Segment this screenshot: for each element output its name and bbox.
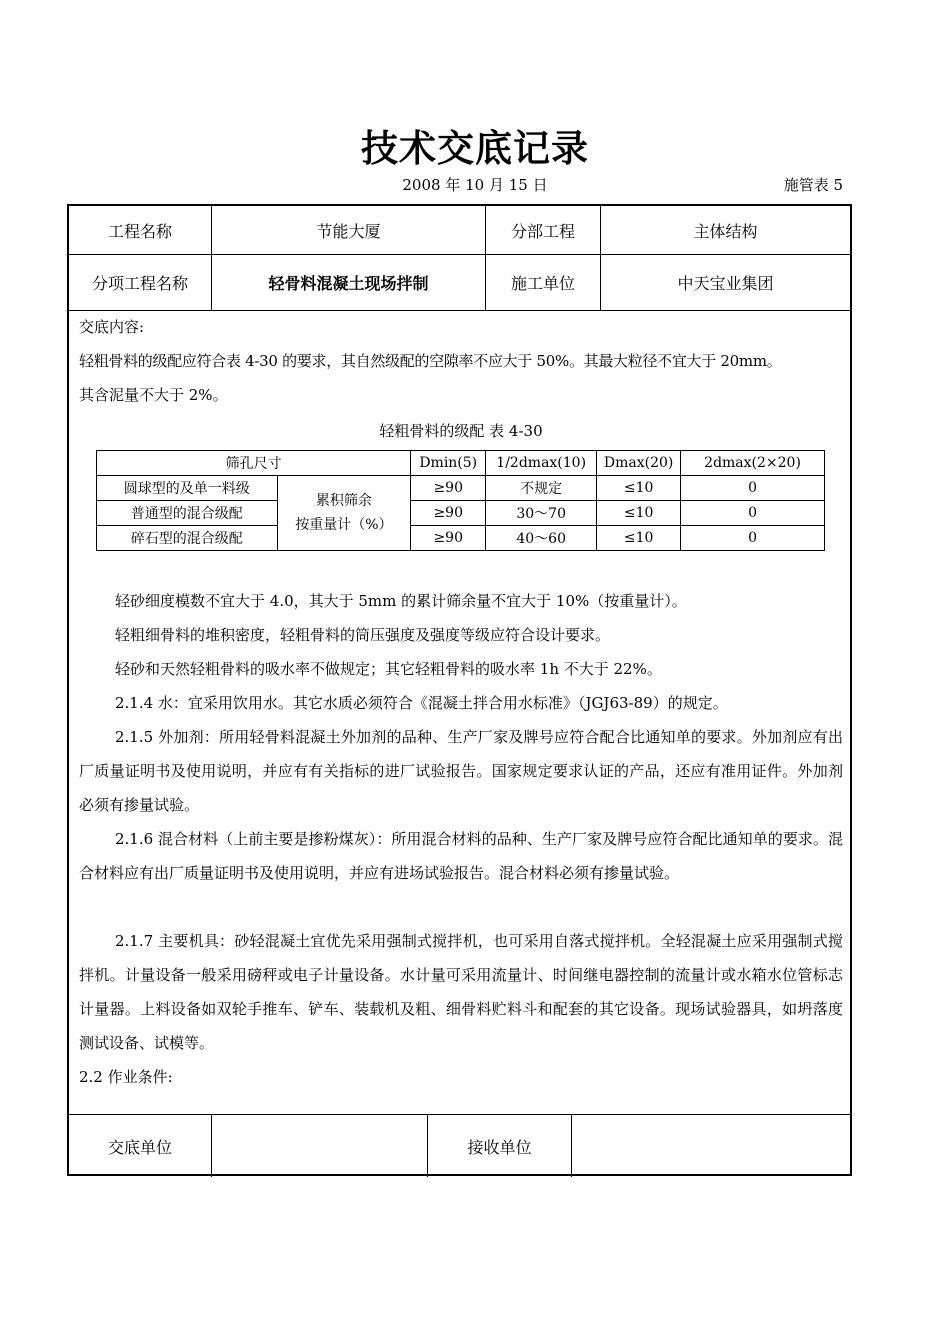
project-name-value: 节能大厦	[212, 206, 486, 254]
form-number: 施管表 5	[783, 176, 843, 194]
header-row-2	[69, 254, 850, 311]
grading-row	[97, 476, 825, 501]
content-paragraph-line1: 轻粗骨料的级配应符合表 4-30 的要求，其自然级配的空隙率不应大于 50%。其最大粒径不宜大于 20mm。	[79, 352, 782, 370]
equipment-paragraph: 2.1.7 主要机具：砂轻混凝土宜优先采用强制式搅拌机，也可采用自落式搅拌机。全轻混凝土应采用强制式搅拌机。计量设备一般采用磅秤或电子计量设备。水计量可采用流量计、时间继电器控制的流量计或水箱水位管标志计量器。上料设备如双轮手推车、铲车、装载机及粗、细骨料贮料斗和配套的其它设备。现场试验器具，如坍落度测试设备、试模等。	[79, 932, 843, 1052]
content-paragraph-line2: 其含泥量不大于 2%。	[79, 386, 228, 404]
grading-header-2dmax: 2dmax(2×20)	[681, 451, 825, 476]
table-caption: 轻粗骨料的级配 表 4-30	[379, 422, 543, 440]
sand-fineness-paragraph: 轻砂细度模数不宜大于 4.0，其大于 5mm 的累计筛余量不宜大于 10%（按重量计）。	[115, 592, 687, 610]
grading-cell: ≤10	[597, 526, 681, 551]
grading-cell: 0	[681, 526, 825, 551]
receiver-label: 接收单位	[428, 1115, 572, 1177]
grading-cell: ≥90	[411, 476, 486, 501]
grading-cell: 0	[681, 476, 825, 501]
project-name-label: 工程名称	[69, 206, 212, 254]
record-date: 2008 年 10 月 15 日	[402, 176, 548, 194]
contractor-value: 中天宝业集团	[677, 273, 774, 293]
grading-merged-label-line1: 累积筛余	[315, 493, 372, 509]
record-table	[67, 204, 852, 1176]
grading-cell: 不规定	[486, 476, 597, 501]
grading-row	[97, 501, 825, 526]
grading-header-row	[97, 451, 825, 476]
issuer-value	[212, 1115, 428, 1177]
grading-row-name: 圆球型的及单一料级	[97, 476, 278, 501]
admixture-paragraph: 2.1.5 外加剂：所用轻骨料混凝土外加剂的品种、生产厂家及牌号应符合配合比通知单的要求。外加剂应有出厂质量证明书及使用说明，并应有有关指标的进厂试验报告。国家规定要求认证的产品，还应有准用证件。外加剂必须有掺量试验。	[79, 728, 843, 814]
division-value: 主体结构	[693, 221, 758, 241]
grading-row	[97, 526, 825, 551]
grading-row-name: 普通型的混合级配	[97, 501, 278, 526]
grading-header-sieve: 筛孔尺寸	[97, 451, 411, 476]
subitem-label: 分项工程名称	[69, 254, 212, 310]
content-heading: 交底内容:	[79, 318, 145, 336]
water-absorption-paragraph: 轻砂和天然轻粗骨料的吸水率不做规定；其它轻粗骨料的吸水率 1h 不大于 22%。	[115, 660, 662, 678]
division-label: 分部工程	[486, 206, 601, 254]
grading-cell: ≥90	[411, 501, 486, 526]
page-title: 技术交底记录	[361, 127, 589, 170]
issuer-label: 交底单位	[69, 1115, 212, 1177]
bulk-density-paragraph: 轻粗细骨料的堆积密度，轻粗骨料的筒压强度及强度等级应符合设计要求。	[115, 626, 611, 644]
water-paragraph: 2.1.4 水：宜采用饮用水。其它水质必须符合《混凝土拌合用水标准》（JGJ63-89）的规定。	[115, 694, 728, 712]
grading-cell: 0	[681, 501, 825, 526]
signature-row	[69, 1114, 850, 1177]
grading-cell: ≤10	[597, 476, 681, 501]
header-row-1	[69, 206, 850, 255]
grading-row-name: 碎石型的混合级配	[97, 526, 278, 551]
mixed-material-paragraph: 2.1.6 混合材料（上前主要是掺粉煤灰）：所用混合材料的品种、生产厂家及牌号应符合配比通知单的要求。混合材料应有出厂质量证明书及使用说明，并应有进场试验报告。混合材料必须有掺量试验。	[79, 830, 843, 882]
grading-cell: 40～60	[486, 526, 597, 551]
grading-merged-label	[277, 476, 411, 551]
receiver-value	[572, 1115, 850, 1177]
grading-merged-label-line2: 按重量计（%）	[295, 517, 393, 533]
grading-table	[96, 450, 825, 551]
grading-cell: 30～70	[486, 501, 597, 526]
contractor-label: 施工单位	[486, 254, 601, 310]
grading-header-half-dmax: 1/2dmax(10)	[486, 451, 597, 476]
grading-header-dmin: Dmin(5)	[411, 451, 486, 476]
work-conditions-heading: 2.2 作业条件:	[79, 1068, 173, 1086]
subitem-value: 轻骨料混凝土现场拌制	[212, 254, 486, 310]
grading-cell: ≥90	[411, 526, 486, 551]
grading-header-dmax: Dmax(20)	[597, 451, 681, 476]
grading-cell: ≤10	[597, 501, 681, 526]
